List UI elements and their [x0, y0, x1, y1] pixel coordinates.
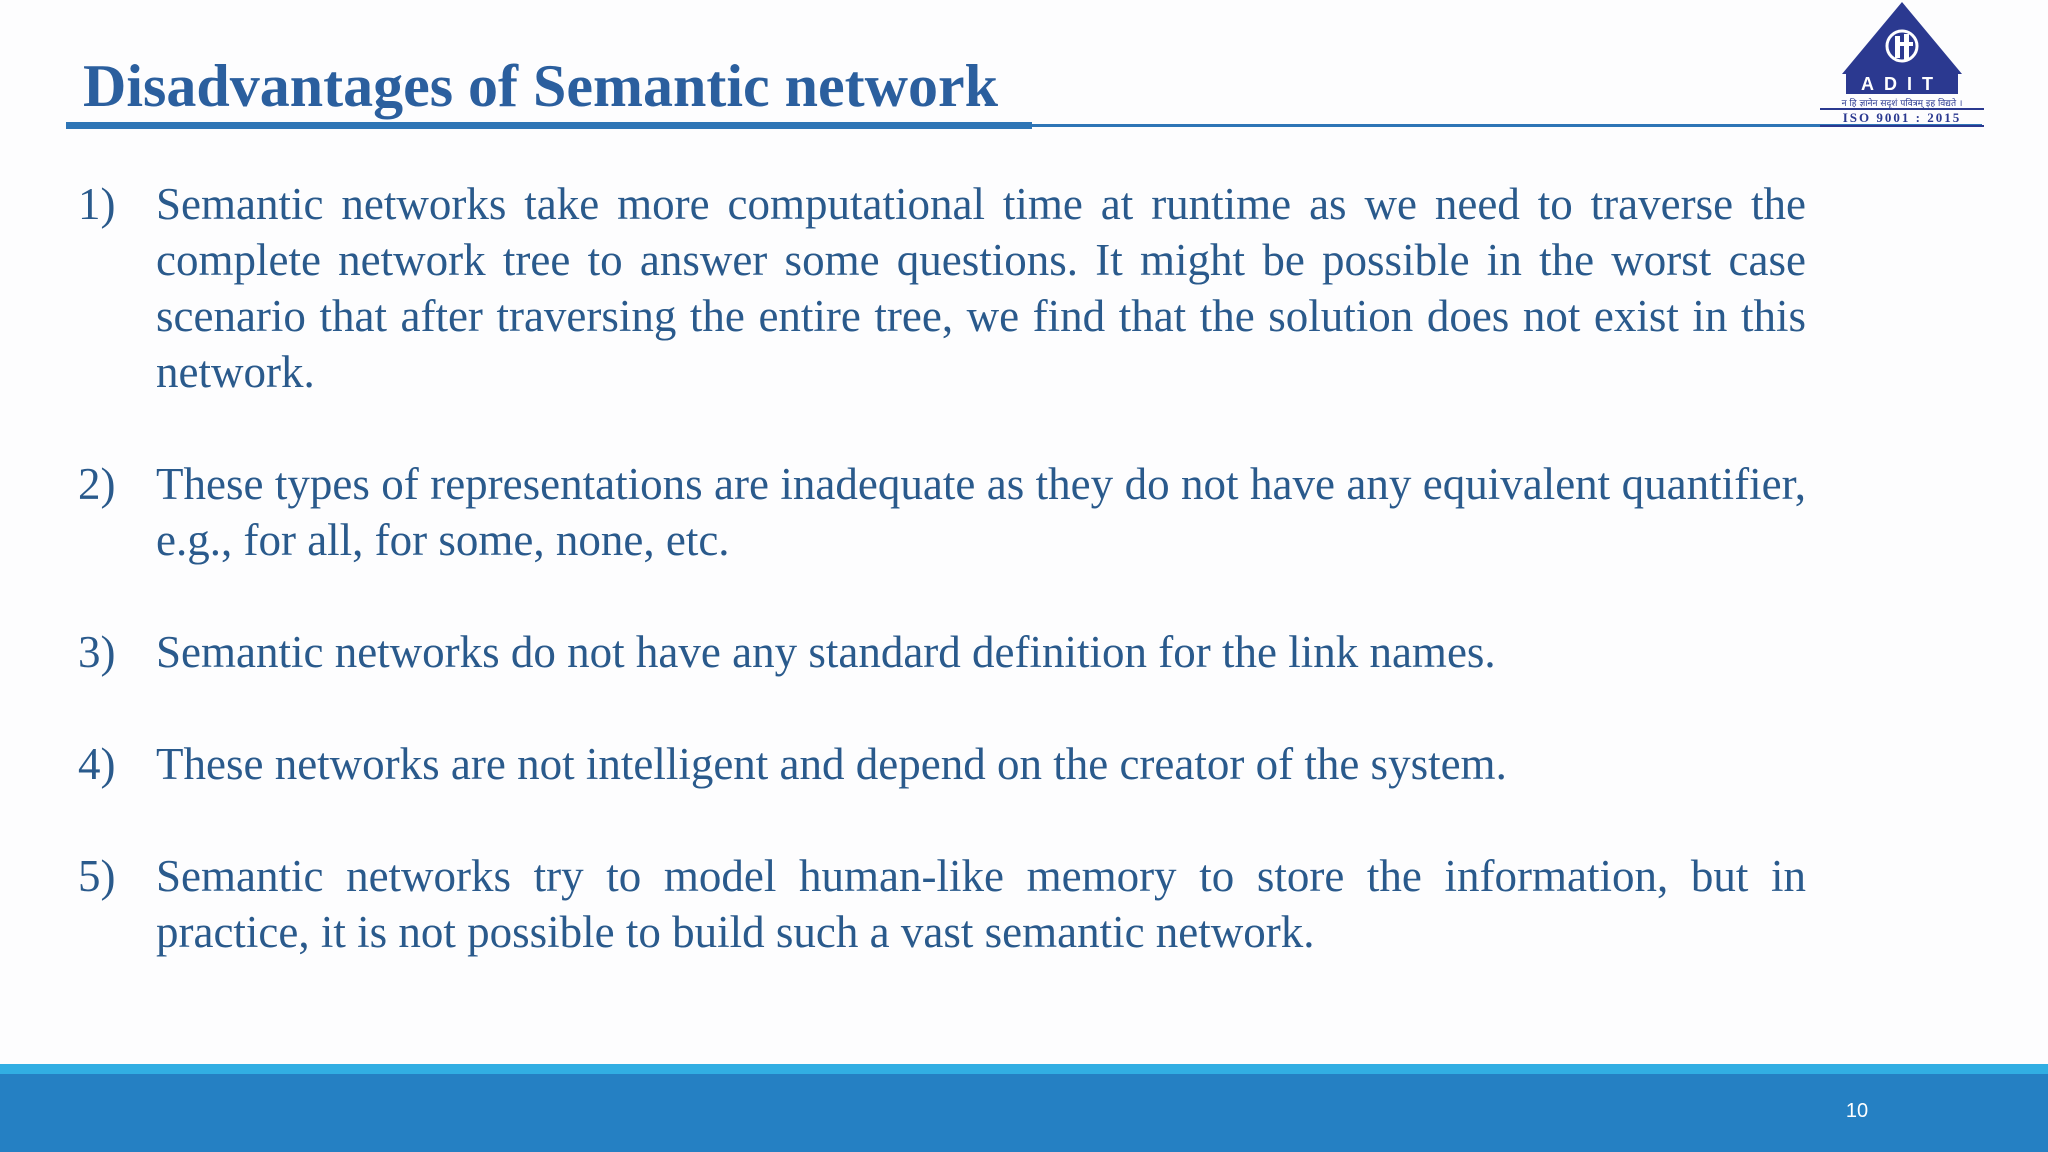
logo-certification: ISO 9001 : 2015 — [1842, 110, 1962, 125]
list-item — [78, 736, 1806, 792]
item-text: Semantic networks take more computational time at runtime as we need to traverse the complete network tree to answer some questions. It might be possible in the worst case scenario that after traversing the entire tree, we find that the solution does not exist in this network. — [156, 179, 1806, 397]
list-item — [78, 456, 1806, 568]
item-text: Semantic networks try to model human-like memory to store the information, but in practice, it is not possible to build such a vast semantic network. — [156, 851, 1806, 957]
item-number: 5) — [78, 851, 116, 901]
page-number: 10 — [1845, 1100, 1869, 1122]
logo-triangle — [1842, 2, 1962, 74]
item-number: 4) — [78, 739, 116, 789]
footer-band — [0, 1074, 2048, 1152]
adit-logo — [1818, 0, 1986, 128]
item-number: 1) — [78, 179, 116, 229]
list-item — [78, 176, 1806, 400]
logo-tagline: न हि ज्ञानेन सदृशं पवित्रम् इह विद्यते । — [1841, 99, 1963, 109]
points-list — [78, 176, 1806, 960]
item-text: These types of representations are inadequate as they do not have any equivalent quantifier, e.g., for all, for some, none, etc. — [156, 459, 1806, 565]
slide-title: Disadvantages of Semantic network — [83, 53, 998, 119]
item-number: 2) — [78, 459, 116, 509]
item-text: Semantic networks do not have any standard definition for the link names. — [156, 627, 1496, 677]
item-number: 3) — [78, 627, 116, 677]
item-text: These networks are not intelligent and depend on the creator of the system. — [156, 739, 1507, 789]
title-underline — [66, 122, 1032, 129]
footer-accent-stripe — [0, 1064, 2048, 1074]
logo-wordmark: ADIT — [1861, 74, 1943, 94]
list-item — [78, 624, 1806, 680]
list-item — [78, 848, 1806, 960]
